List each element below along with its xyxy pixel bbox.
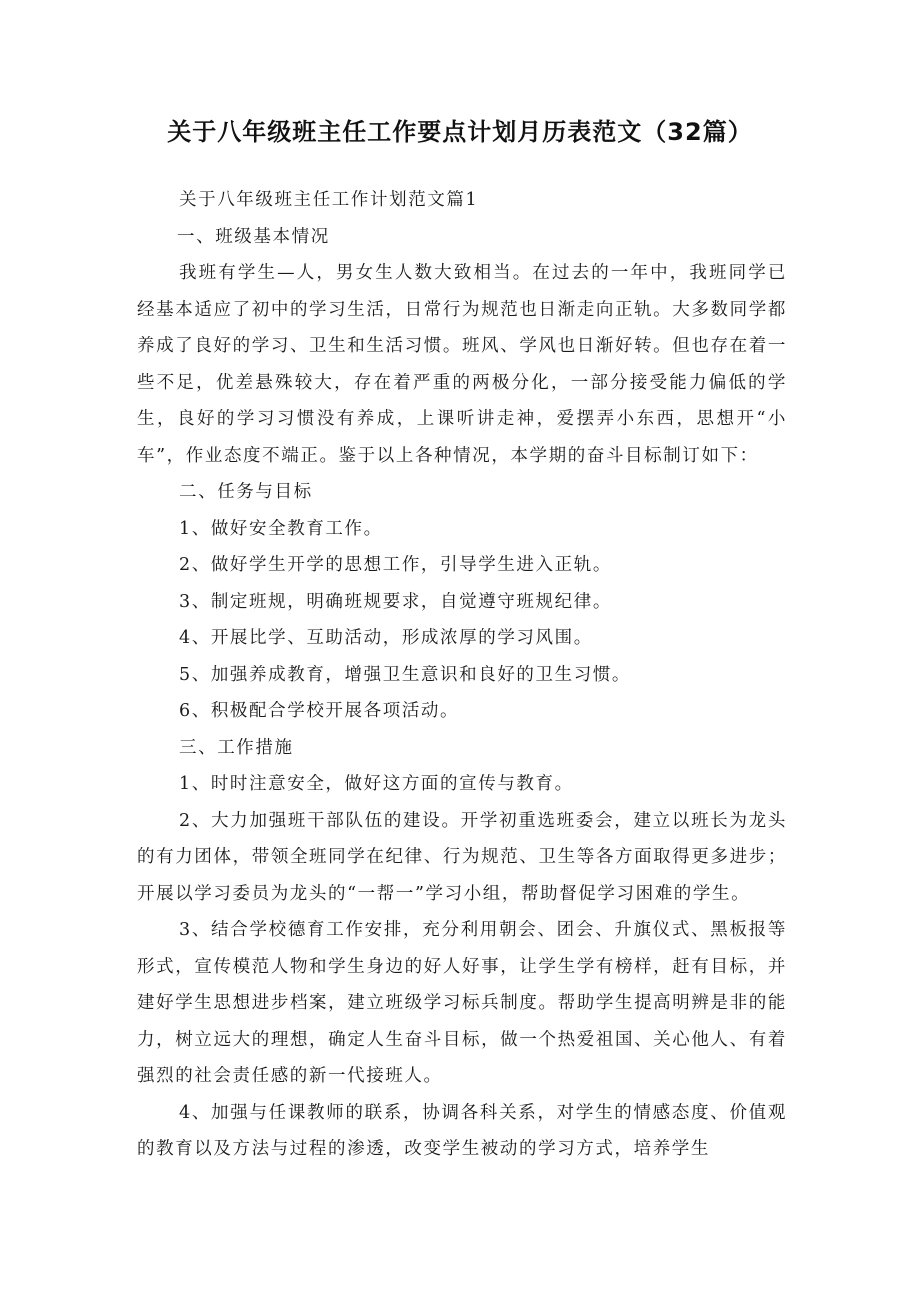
task-item-3: 3、制定班规，明确班规要求，自觉遵守班规纪律。	[179, 591, 612, 612]
heading-tasks-goals: 二、任务与目标	[179, 482, 313, 502]
task-item-2: 2、做好学生开学的思想工作，引导学生进入正轨。	[179, 555, 612, 575]
measure-item-4: 4、加强与任课教师的联系，协调各科关系，对学生的情感态度、价值观的教育以及方法与过程的渗透，改变学生被动的学习方式，培养学生	[137, 1102, 787, 1159]
measure-item-3: 3、结合学校德育工作安排，充分利用朝会、团会、升旗仪式、黑板报等形式，宣传模范人物和学生身边的好人好事，让学生学有榜样，赶有目标，并建好学生思想进步档案，建立班级学习标兵制度。帮助学生提高明辨是非的能力，树立远大的理想，确定人生奋斗目标，做一个热爱祖国、关心他人、有着强烈的社会责任感的新一代接班人。	[137, 920, 787, 1086]
task-item-1: 1、做好安全教育工作。	[179, 518, 383, 539]
task-item-6: 6、积极配合学校开展各项活动。	[179, 701, 460, 721]
measure-item-1: 1、时时注意安全，做好这方面的宣传与教育。	[179, 774, 574, 794]
task-item-4: 4、开展比学、互助活动，形成浓厚的学习风围。	[179, 628, 593, 648]
paragraph-class-situation: 我班有学生—人，男女生人数大致相当。在过去的一年中，我班同学已经基本适应了初中的学习生活，日常行为规范也日渐走向正轨。大多数同学都养成了良好的学习、卫生和生活习惯。班风、学风也日渐好转。但也存在着一些不足，优差悬殊较大，存在着严重的两极分化，一部分接受能力偏低的学生，良好的学习习惯没有养成，上课听讲走神，爱摆弄小东西，思想开“小车”，作业态度不端正。鉴于以上各种情况，本学期的奋斗目标制订如下：	[137, 263, 787, 466]
task-item-5: 5、加强养成教育，增强卫生意识和良好的卫生习惯。	[179, 664, 632, 685]
heading-class-situation: 一、班级基本情况	[177, 226, 330, 247]
document-body	[137, 182, 787, 1168]
section-subtitle: 关于八年级班主任工作计划范文篇1	[179, 190, 479, 210]
document-title: 关于八年级班主任工作要点计划月历表范文（32篇）	[167, 118, 753, 146]
measure-item-2: 2、大力加强班干部队伍的建设。开学初重选班委会，建立以班长为龙头的有力团体，带领全班同学在纪律、行为规范、卫生等各方面取得更多进步；开展以学习委员为龙头的“一帮一”学习小组，帮助督促学习困难的学生。	[137, 810, 787, 904]
heading-work-measures: 三、工作措施	[179, 737, 294, 758]
